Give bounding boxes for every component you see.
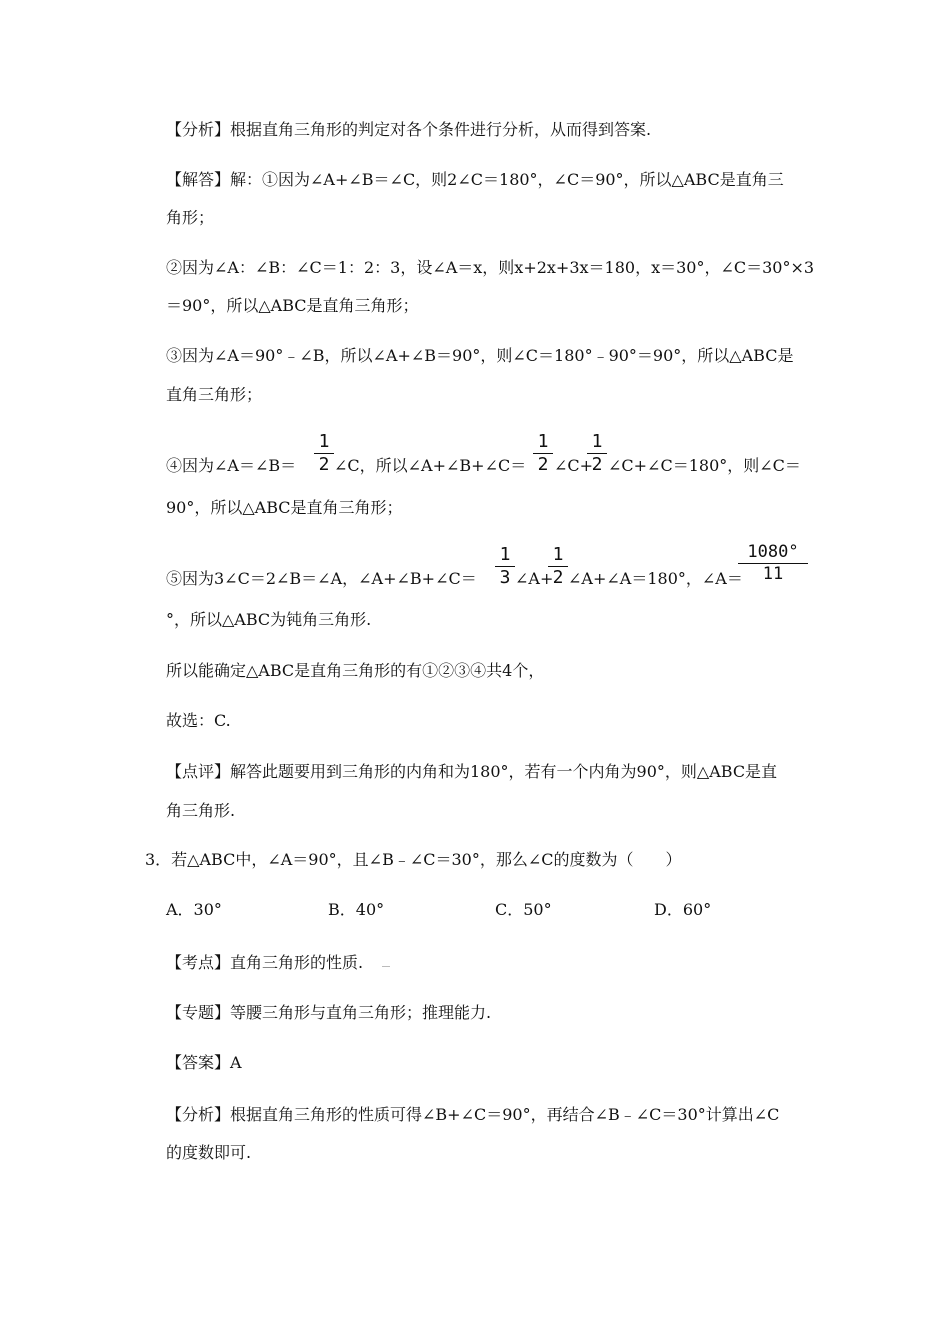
fraction-5-den: 2	[552, 567, 564, 588]
kaodian-line: 【考点】直角三角形的性质.	[166, 953, 364, 972]
solution-line-3: ②因为∠A：∠B：∠C＝1：2：3，设∠A＝x，则x+2x+3x＝180，x＝30°，∠C＝30°×3	[166, 258, 815, 277]
solution-line-2: 角形；	[166, 208, 215, 227]
solution-line-1: 【解答】解：①因为∠A+∠B＝∠C，则2∠C＝180°，∠C＝90°，所以△ABC是直角三	[166, 170, 784, 189]
solution-line-5: ③因为∠A＝90°﹣∠B，所以∠A+∠B＝90°，则∠C＝180°﹣90°＝90°，所以△ABC是	[166, 346, 794, 365]
option-b: B．40°	[328, 900, 385, 919]
fraction-1	[314, 432, 334, 475]
fraction-6-den: 11	[762, 564, 784, 584]
fraction-4-num: 1	[499, 544, 511, 565]
option-d: D．60°	[654, 900, 712, 919]
q3-analysis-line-2: 的度数即可.	[166, 1143, 252, 1162]
solution-line-7c: ∠C+	[554, 456, 594, 475]
fraction-4	[495, 545, 515, 588]
solution-line-11: 所以能确定△ABC是直角三角形的有①②③④共4个，	[166, 661, 545, 680]
solution-line-9b: ∠A+	[515, 569, 554, 588]
fraction-6	[738, 543, 808, 584]
fraction-2-num: 1	[537, 431, 549, 452]
fraction-1-num: 1	[318, 431, 330, 452]
watermark-dash	[382, 966, 390, 967]
question-3-stem: 3．若△ABC中，∠A＝90°，且∠B﹣∠C＝30°，那么∠C的度数为（ ）	[145, 850, 682, 869]
option-a: A．30°	[166, 900, 222, 919]
comment-line-2: 角三角形.	[166, 801, 236, 820]
zhuanti-line: 【专题】等腰三角形与直角三角形；推理能力.	[166, 1003, 492, 1022]
fraction-4-den: 3	[499, 567, 511, 588]
solution-line-6: 直角三角形；	[166, 385, 263, 404]
analysis-line: 【分析】根据直角三角形的判定对各个条件进行分析，从而得到答案.	[166, 120, 652, 139]
fraction-6-num: 1080°	[747, 542, 799, 562]
fraction-3-den: 2	[591, 454, 603, 475]
solution-line-7d: ∠C+∠C＝180°，则∠C＝	[608, 456, 801, 475]
solution-line-9c: ∠A+∠A＝180°，∠A＝	[568, 569, 743, 588]
fraction-3	[587, 432, 607, 475]
fraction-2-den: 2	[537, 454, 549, 475]
fraction-5	[548, 545, 568, 588]
solution-line-8: 90°，所以△ABC是直角三角形；	[166, 498, 403, 517]
fraction-5-num: 1	[552, 544, 564, 565]
option-c: C．50°	[495, 900, 552, 919]
solution-line-4: ＝90°，所以△ABC是直角三角形；	[166, 296, 419, 315]
solution-line-12: 故选：C.	[166, 711, 231, 730]
fraction-1-den: 2	[318, 454, 330, 475]
solution-line-7b: ∠C，所以∠A+∠B+∠C＝	[334, 456, 527, 475]
solution-line-7a: ④因为∠A＝∠B＝	[166, 456, 297, 475]
answer-line: 【答案】A	[166, 1053, 242, 1072]
q3-analysis-line-1: 【分析】根据直角三角形的性质可得∠B+∠C＝90°，再结合∠B﹣∠C＝30°计算出∠C	[166, 1105, 780, 1124]
fraction-2	[533, 432, 553, 475]
solution-line-10: °，所以△ABC为钝角三角形.	[166, 610, 372, 629]
solution-line-9a: ⑤因为3∠C＝2∠B＝∠A，∠A+∠B+∠C＝	[166, 569, 477, 588]
comment-line-1: 【点评】解答此题要用到三角形的内角和为180°，若有一个内角为90°，则△ABC是直	[166, 762, 778, 781]
fraction-3-num: 1	[591, 431, 603, 452]
